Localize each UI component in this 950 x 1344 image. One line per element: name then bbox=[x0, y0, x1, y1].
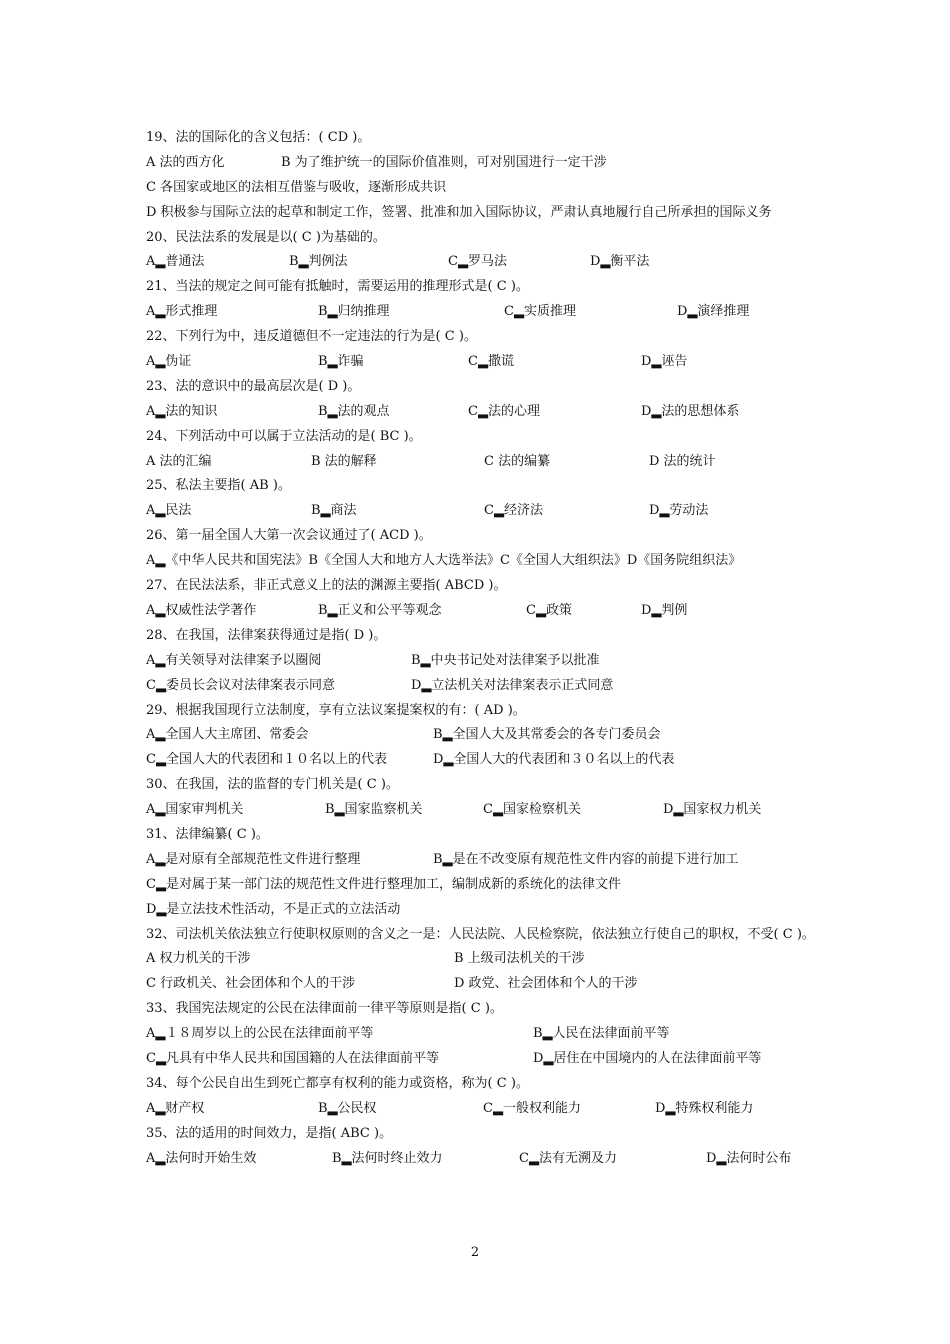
options-row bbox=[146, 599, 816, 624]
option-item: B▂判例法 bbox=[289, 254, 348, 270]
question-line: 32、司法机关依法独立行使职权原则的含义之一是：人民法院、人民检察院，依法独立行使自己的职权，不受( C )。 bbox=[146, 926, 815, 942]
question-line: 35、法的适用的时间效力，是指( ABC )。 bbox=[146, 1125, 393, 1141]
option-item: C▂法有无溯及力 bbox=[519, 1150, 617, 1166]
option-item: B▂是在不改变原有规范性文件内容的前提下进行加工 bbox=[433, 851, 739, 867]
question-line: 27、在民法法系，非正式意义上的法的渊源主要指( ABCD )。 bbox=[146, 578, 507, 594]
option-item: C▂全国人大的代表团和１０名以上的代表 bbox=[146, 752, 387, 768]
option-item: D 法的统计 bbox=[649, 453, 716, 469]
option-item: A▂法何时开始生效 bbox=[146, 1150, 257, 1166]
question-line: 23、法的意识中的最高层次是( D )。 bbox=[146, 378, 361, 394]
question-line: 34、每个公民自出生到死亡都享有权利的能力或资格，称为( C )。 bbox=[146, 1075, 529, 1091]
options-row bbox=[146, 674, 816, 699]
option-item: C▂法的心理 bbox=[468, 403, 540, 419]
option-item: A▂国家审判机关 bbox=[146, 802, 244, 818]
question-line: D▂是立法技术性活动，不是正式的立法活动 bbox=[146, 901, 401, 917]
option-item: A▂权威性法学著作 bbox=[146, 602, 257, 618]
question-line: C▂是对属于某一部门法的规范性文件进行整理加工，编制成新的系统化的法律文件 bbox=[146, 876, 621, 892]
option-item: B 为了维护统一的国际价值准则，可对别国进行一定干涉 bbox=[281, 154, 607, 170]
option-item: B▂国家监察机关 bbox=[325, 802, 423, 818]
option-item: A 法的西方化 bbox=[146, 154, 225, 170]
option-item: A▂财产权 bbox=[146, 1100, 205, 1116]
options-row bbox=[146, 723, 816, 748]
question-line: 19、法的国际化的含义包括：( CD )。 bbox=[146, 130, 371, 145]
option-item: B 上级司法机关的干涉 bbox=[454, 951, 585, 967]
option-item: B▂中央书记处对法律案予以批准 bbox=[411, 652, 600, 668]
option-item: C▂政策 bbox=[526, 602, 572, 618]
options-row bbox=[146, 947, 816, 972]
option-item: B▂法何时终止效力 bbox=[332, 1150, 443, 1166]
option-item: D▂法何时公布 bbox=[706, 1150, 792, 1166]
option-item: A▂有关领导对法律案予以圈阅 bbox=[146, 652, 322, 668]
question-line: C 各国家或地区的法相互借鉴与吸收，逐渐形成共识 bbox=[146, 179, 447, 195]
options-row bbox=[146, 649, 816, 674]
option-item: D▂立法机关对法律案表示正式同意 bbox=[411, 677, 614, 693]
options-row bbox=[146, 1097, 816, 1122]
options-row bbox=[146, 300, 816, 325]
option-item: B▂公民权 bbox=[318, 1100, 377, 1116]
option-item: C▂撒谎 bbox=[468, 354, 514, 370]
question-line: 20、民法法系的发展是以( C )为基础的。 bbox=[146, 229, 386, 245]
option-item: D▂衡平法 bbox=[590, 254, 650, 270]
option-item: C 行政机关、社会团体和个人的干涉 bbox=[146, 976, 356, 992]
option-item: A▂全国人大主席团、常委会 bbox=[146, 727, 309, 743]
option-item: D▂演绎推理 bbox=[677, 304, 750, 320]
option-item: B▂正义和公平等观念 bbox=[318, 602, 442, 618]
options-row bbox=[146, 450, 816, 475]
question-line: 28、在我国，法律案获得通过是指( D )。 bbox=[146, 627, 387, 643]
options-row bbox=[146, 1047, 816, 1072]
option-item: A▂是对原有全部规范性文件进行整理 bbox=[146, 851, 361, 867]
question-line: 21、当法的规定之间可能有抵触时，需要运用的推理形式是( C )。 bbox=[146, 279, 529, 295]
option-item: B▂商法 bbox=[311, 503, 357, 519]
options-row bbox=[146, 250, 816, 275]
option-item: D▂国家权力机关 bbox=[663, 802, 762, 818]
option-item: A▂伪证 bbox=[146, 354, 192, 370]
option-item: A▂１８周岁以上的公民在法律面前平等 bbox=[146, 1026, 374, 1042]
options-row bbox=[146, 499, 816, 524]
question-line: 24、下列活动中可以属于立法活动的是( BC )。 bbox=[146, 428, 422, 444]
option-item: D▂诬告 bbox=[641, 354, 688, 370]
option-item: B▂人民在法律面前平等 bbox=[533, 1026, 670, 1042]
option-item: D▂法的思想体系 bbox=[641, 403, 740, 419]
question-line: 31、法律编纂( C )。 bbox=[146, 826, 269, 842]
options-row bbox=[146, 848, 816, 873]
option-item: B▂全国人大及其常委会的各专门委员会 bbox=[433, 727, 661, 743]
option-item: B▂法的观点 bbox=[318, 403, 390, 419]
option-item: D▂劳动法 bbox=[649, 503, 709, 519]
option-item: D▂全国人大的代表团和３０名以上的代表 bbox=[433, 752, 675, 768]
question-line: 25、私法主要指( AB )。 bbox=[146, 478, 291, 494]
options-row bbox=[146, 798, 816, 823]
option-item: C▂经济法 bbox=[484, 503, 543, 519]
option-item: A▂形式推理 bbox=[146, 304, 218, 320]
option-item: A 法的汇编 bbox=[146, 453, 212, 469]
question-line: 22、下列行为中，违反道德但不一定违法的行为是( C )。 bbox=[146, 329, 477, 345]
question-line: 29、根据我国现行立法制度，享有立法议案提案权的有：( AD )。 bbox=[146, 702, 526, 718]
option-item: C 法的编纂 bbox=[484, 453, 551, 469]
option-item: D▂判例 bbox=[641, 602, 688, 618]
option-item: C▂罗马法 bbox=[448, 254, 507, 270]
options-row bbox=[146, 400, 816, 425]
option-item: C▂委员长会议对法律案表示同意 bbox=[146, 677, 335, 693]
option-item: D▂居住在中国境内的人在法律面前平等 bbox=[533, 1050, 762, 1066]
options-row bbox=[146, 748, 816, 773]
option-item: B 法的解释 bbox=[311, 453, 377, 469]
question-line: A▂《中华人民共和国宪法》B《全国人大和地方人大选举法》C《全国人大组织法》D《国务院组织法》 bbox=[146, 553, 742, 569]
option-item: A 权力机关的干涉 bbox=[146, 951, 251, 967]
document-body bbox=[146, 126, 816, 1171]
option-item: A▂民法 bbox=[146, 503, 192, 519]
page-number: 2 bbox=[470, 1245, 480, 1260]
option-item: B▂诈骗 bbox=[318, 354, 364, 370]
options-row bbox=[146, 1147, 816, 1172]
options-row bbox=[146, 972, 816, 997]
options-row bbox=[146, 350, 816, 375]
option-item: C▂实质推理 bbox=[504, 304, 576, 320]
question-line: 33、我国宪法规定的公民在法律面前一律平等原则是指( C )。 bbox=[146, 1001, 503, 1017]
option-item: D▂特殊权利能力 bbox=[655, 1100, 754, 1116]
question-line: 26、第一届全国人大第一次会议通过了( ACD )。 bbox=[146, 528, 432, 544]
options-row bbox=[146, 1022, 816, 1047]
option-item: A▂普通法 bbox=[146, 254, 205, 270]
options-row bbox=[146, 151, 816, 176]
option-item: C▂一般权利能力 bbox=[483, 1100, 581, 1116]
question-line: 30、在我国，法的监督的专门机关是( C )。 bbox=[146, 777, 399, 793]
option-item: B▂归纳推理 bbox=[318, 304, 390, 320]
option-item: D 政党、社会团体和个人的干涉 bbox=[454, 976, 638, 992]
option-item: C▂国家检察机关 bbox=[483, 802, 581, 818]
option-item: C▂凡具有中华人民共和国国籍的人在法律面前平等 bbox=[146, 1050, 439, 1066]
question-line: D 积极参与国际立法的起草和制定工作，签署、批准和加入国际协议，严肃认真地履行自己所承担的国际义务 bbox=[146, 204, 772, 220]
option-item: A▂法的知识 bbox=[146, 403, 218, 419]
